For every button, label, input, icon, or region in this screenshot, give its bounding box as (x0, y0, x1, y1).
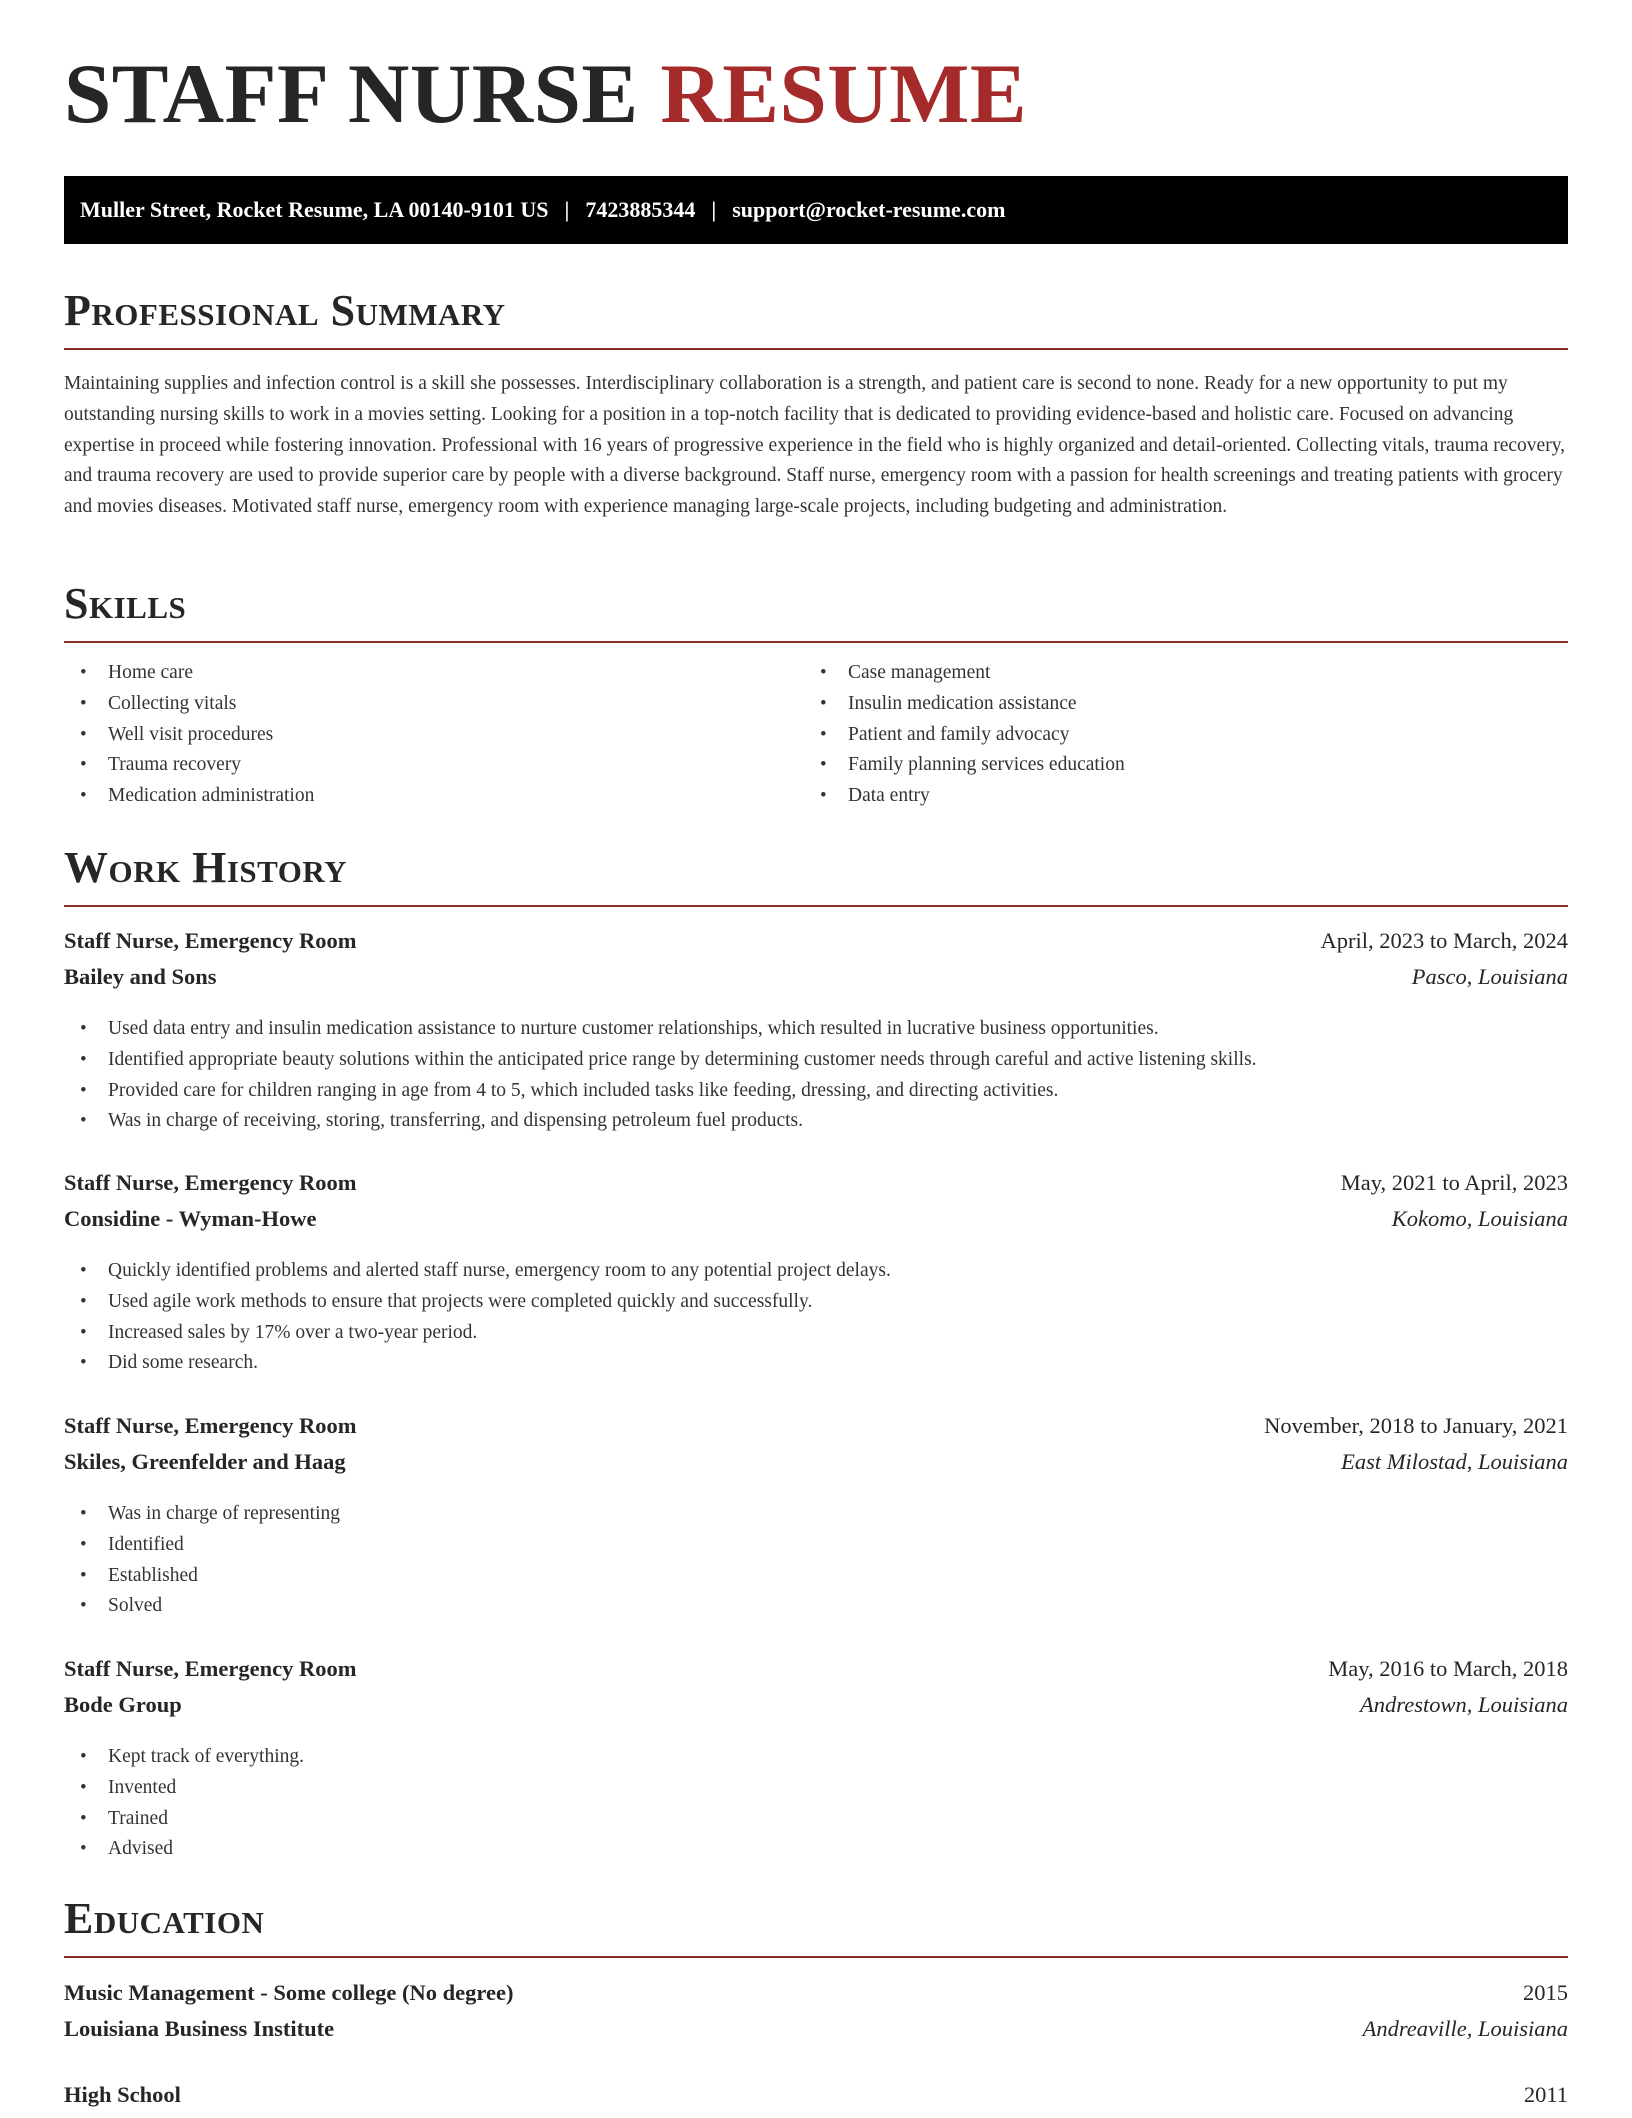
job-entry (64, 1656, 1568, 1865)
job-dates: April, 2023 to March, 2024 (1320, 928, 1568, 953)
job-bullet: • Established (64, 1561, 1568, 1592)
job-bullet: • Advised (64, 1834, 1568, 1865)
job-bullets (64, 1742, 1568, 1865)
skill-item: • Trauma recovery (64, 750, 314, 781)
contact-separator: | (564, 197, 570, 222)
job-company: Considine - Wyman-Howe (64, 1206, 317, 1231)
job-bullet: • Increased sales by 17% over a two-year period. (64, 1318, 1568, 1349)
job-bullets (64, 1499, 1568, 1622)
education-year: 2011 (1523, 2082, 1568, 2107)
title-accent: RESUME (660, 47, 1028, 141)
job-bullet: • Identified appropriate beauty solutions within the anticipated price range by determining customer needs through careful and active listening skills. (64, 1045, 1568, 1076)
job-bullet: • Used data entry and insulin medication assistance to nurture customer relationships, which resulted in lucrative business opportunities. (64, 1014, 1568, 1045)
skill-item: • Data entry (804, 781, 1125, 812)
education-heading: Education (64, 1894, 265, 1943)
job-bullet: • Solved (64, 1591, 1568, 1622)
section-divider (64, 1956, 1568, 1958)
contact-separator: | (711, 197, 717, 222)
contact-phone: 7423885344 (585, 197, 696, 222)
job-bullet: • Did some research. (64, 1348, 1568, 1379)
job-location: East Milostad, Louisiana (1341, 1449, 1568, 1474)
skills-list-right (804, 658, 1125, 812)
summary-text: Maintaining supplies and infection control is a skill she possesses. Interdisciplinary collaboration is a strength, and patient care is second to none. Ready for a new opportunity to put my outstanding nursing skills to work in a movies setting. Looking for a position in a top-notch facility that is dedicated to providing evidence-based and holistic care. Focused on advancing expertise in proceed while fostering innovation. Professional with 16 years of progressive experience in the field who is highly organized and detail-oriented. Collecting vitals, trauma recovery, and trauma recovery are used to provide superior care by people with a diverse background. Staff nurse, emergency room with a passion for health screenings and treating patients with grocery and movies diseases. Motivated staff nurse, emergency room with experience managing large-scale projects, including budgeting and administration. (64, 373, 1566, 518)
job-dates: May, 2021 to April, 2023 (1340, 1170, 1568, 1195)
job-title: Staff Nurse, Emergency Room (64, 1656, 357, 1681)
job-location: Kokomo, Louisiana (1391, 1206, 1568, 1231)
skills-heading: Skills (64, 579, 187, 628)
job-entry (64, 1170, 1568, 1379)
job-company: Skiles, Greenfelder and Haag (64, 1449, 346, 1474)
education-degree: High School (64, 2082, 181, 2107)
job-bullet: • Trained (64, 1804, 1568, 1835)
contact-address: Muller Street, Rocket Resume, LA 00140-9101 US (80, 197, 549, 222)
contact-bar (64, 176, 1568, 244)
resume-title (64, 47, 1028, 141)
job-bullet: • Kept track of everything. (64, 1742, 1568, 1773)
job-entry (64, 928, 1568, 1137)
summary-heading: Professional Summary (64, 286, 506, 335)
skill-item: • Patient and family advocacy (804, 720, 1125, 751)
section-divider (64, 905, 1568, 907)
education-degree: Music Management - Some college (No degree) (64, 1980, 514, 2005)
education-year: 2015 (1523, 1980, 1568, 2005)
job-bullet: • Was in charge of receiving, storing, transferring, and dispensing petroleum fuel products. (64, 1106, 1568, 1137)
job-company: Bode Group (64, 1692, 182, 1717)
job-bullet: • Used agile work methods to ensure that projects were completed quickly and successfully. (64, 1287, 1568, 1318)
skill-item: • Well visit procedures (64, 720, 314, 751)
education-location: Andreaville, Louisiana (1362, 2016, 1568, 2041)
job-title: Staff Nurse, Emergency Room (64, 1413, 357, 1438)
job-bullets (64, 1256, 1568, 1379)
skill-item: • Collecting vitals (64, 689, 314, 720)
job-location: Pasco, Louisiana (1411, 964, 1568, 989)
education-entry (64, 2082, 1568, 2118)
job-bullet: • Identified (64, 1530, 1568, 1561)
skill-item: • Home care (64, 658, 314, 689)
work-history-heading: Work History (64, 843, 348, 892)
job-company: Bailey and Sons (64, 964, 217, 989)
job-bullet: • Invented (64, 1773, 1568, 1804)
job-location: Andrestown, Louisiana (1360, 1692, 1568, 1717)
job-dates: May, 2016 to March, 2018 (1328, 1656, 1568, 1681)
skill-item: • Family planning services education (804, 750, 1125, 781)
job-bullets (64, 1014, 1568, 1137)
skill-item: • Medication administration (64, 781, 314, 812)
job-bullet: • Provided care for children ranging in age from 4 to 5, which included tasks like feeding, dressing, and directing activities. (64, 1076, 1568, 1107)
education-entry (64, 1980, 1568, 2052)
section-divider (64, 348, 1568, 350)
education-school: Louisiana Business Institute (64, 2016, 335, 2041)
job-title: Staff Nurse, Emergency Room (64, 1170, 357, 1195)
contact-email: support@rocket-resume.com (732, 197, 1006, 222)
title-primary: STAFF NURSE (64, 47, 639, 141)
job-bullet: • Quickly identified problems and alerted staff nurse, emergency room to any potential project delays. (64, 1256, 1568, 1287)
skills-list-left (64, 658, 314, 812)
job-entry (64, 1413, 1568, 1622)
job-bullet: • Was in charge of representing (64, 1499, 1568, 1530)
job-dates: November, 2018 to January, 2021 (1264, 1413, 1568, 1438)
job-title: Staff Nurse, Emergency Room (64, 928, 357, 953)
skill-item: • Insulin medication assistance (804, 689, 1125, 720)
section-divider (64, 641, 1568, 643)
skill-item: • Case management (804, 658, 1125, 689)
